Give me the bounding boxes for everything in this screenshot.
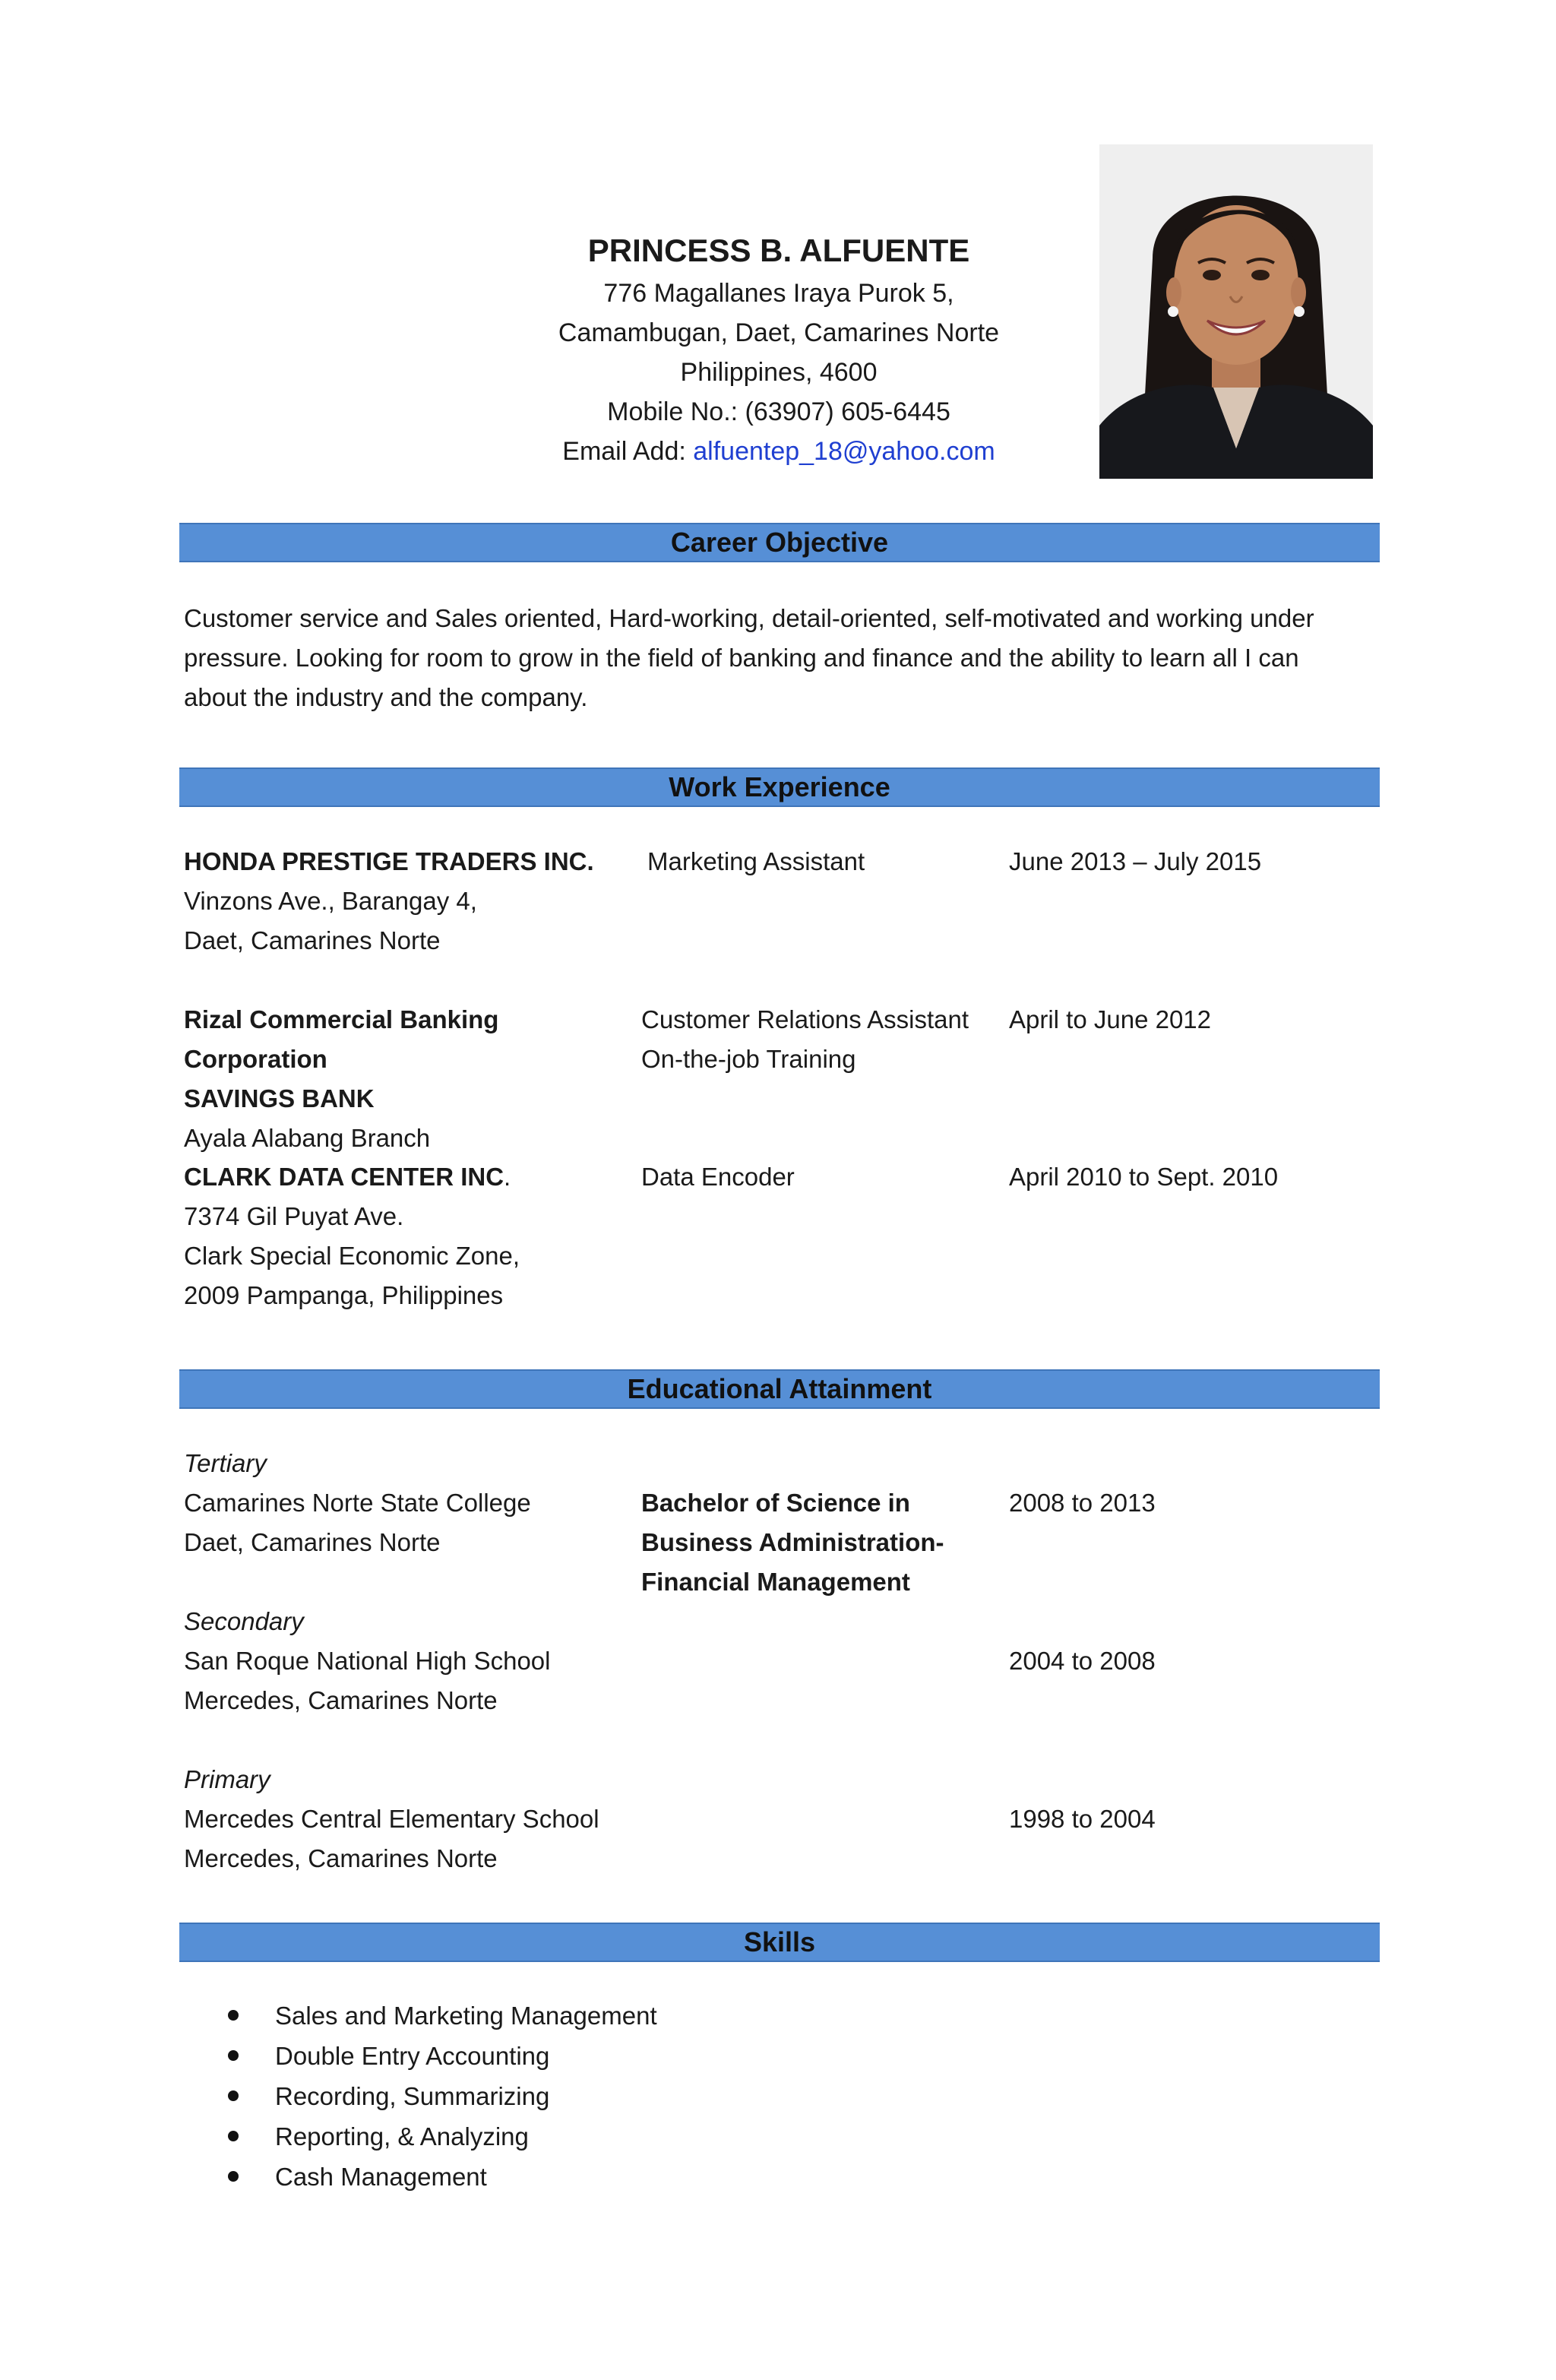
job-3-dates: April 2010 to Sept. 2010 — [1009, 1163, 1279, 1191]
email-line — [471, 432, 1086, 471]
job-2-dates: April to June 2012 — [1009, 1005, 1212, 1033]
section-header-work-experience: Work Experience — [179, 767, 1380, 807]
job-3-company: CLARK DATA CENTER INC — [184, 1163, 504, 1191]
job-3-address-1: 7374 Gil Puyat Ave. — [184, 1202, 404, 1230]
section-header-career-objective: Career Objective — [179, 523, 1380, 562]
address-line-2: Camambugan, Daet, Camarines Norte — [558, 318, 1000, 347]
secondary-location: Mercedes, Camarines Norte — [184, 1686, 498, 1714]
tertiary-degree-line-1: Bachelor of Science in — [641, 1489, 910, 1517]
tertiary-degree-line-2: Business Administration- — [641, 1528, 944, 1556]
job-1-company: HONDA PRESTIGE TRADERS INC. — [184, 847, 594, 875]
skill-label: Reporting, & Analyzing — [275, 2122, 529, 2151]
mobile-number: Mobile No.: (63907) 605-6445 — [607, 397, 950, 426]
bullet-icon — [228, 2171, 239, 2182]
primary-location: Mercedes, Camarines Norte — [184, 1844, 498, 1872]
objective-line-1: Customer service and Sales oriented, Hard-working, detail-oriented, self-motivated and working under — [184, 604, 1314, 632]
secondary-years: 2004 to 2008 — [1009, 1647, 1156, 1675]
skill-label: Double Entry Accounting — [275, 2042, 550, 2070]
job-3-address-2: Clark Special Economic Zone, — [184, 1242, 520, 1270]
skill-item — [228, 2116, 657, 2157]
email-label: Email Add: — [562, 437, 694, 466]
bullet-icon — [228, 2090, 239, 2101]
skill-item — [228, 2036, 657, 2076]
education-secondary — [184, 1602, 632, 1720]
job-1-address-2: Daet, Camarines Norte — [184, 926, 441, 954]
skill-label: Sales and Marketing Management — [275, 2002, 657, 2030]
job-2-employer — [184, 1000, 632, 1158]
email-link[interactable]: alfuentep_18@yahoo.com — [693, 437, 995, 466]
job-3-address-3: 2009 Pampanga, Philippines — [184, 1281, 504, 1309]
job-2-company-line-2: SAVINGS BANK — [184, 1084, 375, 1112]
education-tertiary — [184, 1444, 632, 1562]
job-3-position: Data Encoder — [641, 1163, 795, 1191]
bullet-icon — [228, 2131, 239, 2141]
job-3-employer — [184, 1157, 632, 1315]
primary-level-label: Primary — [184, 1765, 270, 1793]
primary-school: Mercedes Central Elementary School — [184, 1805, 599, 1833]
job-3-company-suffix: . — [504, 1163, 511, 1191]
section-header-education: Educational Attainment — [179, 1369, 1380, 1409]
tertiary-degree — [641, 1483, 998, 1602]
applicant-name: PRINCESS B. ALFUENTE — [587, 233, 970, 268]
contact-header — [471, 228, 1086, 471]
job-2-address-1: Ayala Alabang Branch — [184, 1124, 431, 1152]
tertiary-level-label: Tertiary — [184, 1449, 267, 1477]
job-1-dates: June 2013 – July 2015 — [1009, 847, 1262, 875]
primary-years: 1998 to 2004 — [1009, 1805, 1156, 1833]
address-line-3: Philippines, 4600 — [680, 358, 878, 387]
job-2-position-block — [641, 1000, 998, 1079]
tertiary-school: Camarines Norte State College — [184, 1489, 531, 1517]
portrait-image — [1099, 144, 1373, 479]
tertiary-degree-line-3: Financial Management — [641, 1568, 910, 1596]
skill-item — [228, 1995, 657, 2036]
education-primary — [184, 1760, 632, 1878]
bullet-icon — [228, 2050, 239, 2061]
bullet-icon — [228, 2010, 239, 2021]
objective-line-3: about the industry and the company. — [184, 683, 588, 711]
job-2-company: Rizal Commercial Banking Corporation — [184, 1005, 499, 1073]
job-3-company-line — [184, 1157, 632, 1197]
career-objective-text — [184, 599, 1377, 717]
job-2-position-note: On-the-job Training — [641, 1045, 856, 1073]
job-1-employer — [184, 842, 632, 961]
skill-item — [228, 2157, 657, 2197]
skill-label: Cash Management — [275, 2163, 487, 2191]
tertiary-location: Daet, Camarines Norte — [184, 1528, 441, 1556]
applicant-photo — [1099, 144, 1373, 479]
skill-label: Recording, Summarizing — [275, 2082, 550, 2110]
address-line-1: 776 Magallanes Iraya Purok 5, — [603, 279, 954, 308]
job-1-address-1: Vinzons Ave., Barangay 4, — [184, 887, 477, 915]
job-2-position: Customer Relations Assistant — [641, 1005, 969, 1033]
job-1-position: Marketing Assistant — [647, 847, 865, 875]
section-header-skills: Skills — [179, 1923, 1380, 1962]
skill-item — [228, 2076, 657, 2116]
tertiary-years: 2008 to 2013 — [1009, 1489, 1156, 1517]
skills-list — [228, 1995, 657, 2197]
secondary-school: San Roque National High School — [184, 1647, 551, 1675]
secondary-level-label: Secondary — [184, 1607, 304, 1635]
objective-line-2: pressure. Looking for room to grow in the field of banking and finance and the ability to learn all I can — [184, 644, 1299, 672]
